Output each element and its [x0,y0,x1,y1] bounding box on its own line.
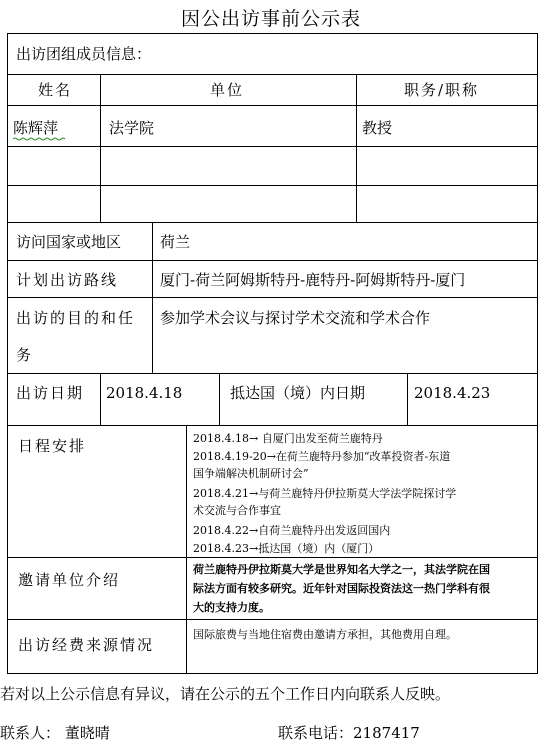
route-value: 厦门-荷兰阿姆斯特丹-鹿特丹-阿姆斯特丹-厦门 [160,271,466,289]
country-value: 荷兰 [160,233,191,251]
row-divider [7,557,538,558]
group-info-label: 出访团组成员信息： [16,45,152,63]
return-date-label: 抵达国（境）内日期 [230,384,366,402]
row-divider [7,373,538,374]
notice-text: 若对以上公示信息有异议，请在公示的五个工作日内向联系人反映。 [0,685,451,703]
funding-label: 出访经费来源情况 [18,636,155,654]
member-position: 教授 [362,119,393,137]
purpose-label-cont: 务 [16,346,32,364]
inviter-label: 邀请单位介绍 [18,571,121,589]
schedule-item: 2018.4.23→抵达国（境）内（厦门） [193,542,380,555]
row-divider [7,146,538,147]
schedule-item-cont: 术交流与合作事宜 [193,504,281,517]
schedule-label: 日程安排 [18,437,87,455]
inviter-line: 荷兰鹿特丹伊拉斯莫大学是世界知名大学之一，其法学院在国 [193,563,490,576]
member-unit: 法学院 [109,119,155,137]
row-divider [7,222,538,223]
depart-date-label: 出访日期 [16,384,85,402]
header-name: 姓名 [38,81,73,99]
spellcheck-underline [13,137,67,141]
header-position: 职务/职称 [404,81,480,99]
col-divider [152,222,153,373]
funding-value: 国际旅费与当地住宿费由邀请方承担，其他费用自理。 [193,628,457,641]
return-date-value: 2018.4.23 [414,384,491,402]
col-divider [407,373,408,425]
inviter-line: 大的支持力度。 [193,601,270,614]
contact-person: 联系人： 董晓晴 [0,724,110,742]
row-divider [7,185,538,186]
col-divider [219,373,220,425]
col-divider [100,373,101,425]
row-divider [7,297,538,298]
schedule-item: 2018.4.21→与荷兰鹿特丹伊拉斯莫大学法学院探讨学 [193,487,457,500]
col-divider [356,74,357,223]
row-divider [7,105,538,106]
col-divider [186,425,187,674]
row-divider [7,425,538,426]
row-divider [7,619,538,620]
row-divider [7,260,538,261]
member-name: 陈辉萍 [13,119,59,137]
schedule-item: 2018.4.19-20→在荷兰鹿特丹参加“改革投资者-东道 [193,450,451,463]
purpose-value: 参加学术会议与探讨学术交流和学术合作 [160,309,431,327]
route-label: 计划出访路线 [16,271,119,289]
schedule-item: 2018.4.22→自荷兰鹿特丹出发返回国内 [193,524,391,537]
page-title: 因公出访事前公示表 [180,8,361,30]
col-divider [100,74,101,223]
inviter-line: 际法方面有较多研究。近年针对国际投资法这一热门学科有很 [193,582,490,595]
schedule-item-cont: 国争端解决机制研讨会” [193,467,309,480]
row-divider [7,74,538,75]
depart-date-value: 2018.4.18 [106,384,183,402]
contact-phone: 联系电话：2187417 [278,724,420,742]
purpose-label: 出访的目的和任 [16,309,136,327]
header-unit: 单位 [210,81,245,99]
schedule-item: 2018.4.18→ 自厦门出发至荷兰鹿特丹 [193,432,383,445]
country-label: 访问国家或地区 [16,233,122,251]
